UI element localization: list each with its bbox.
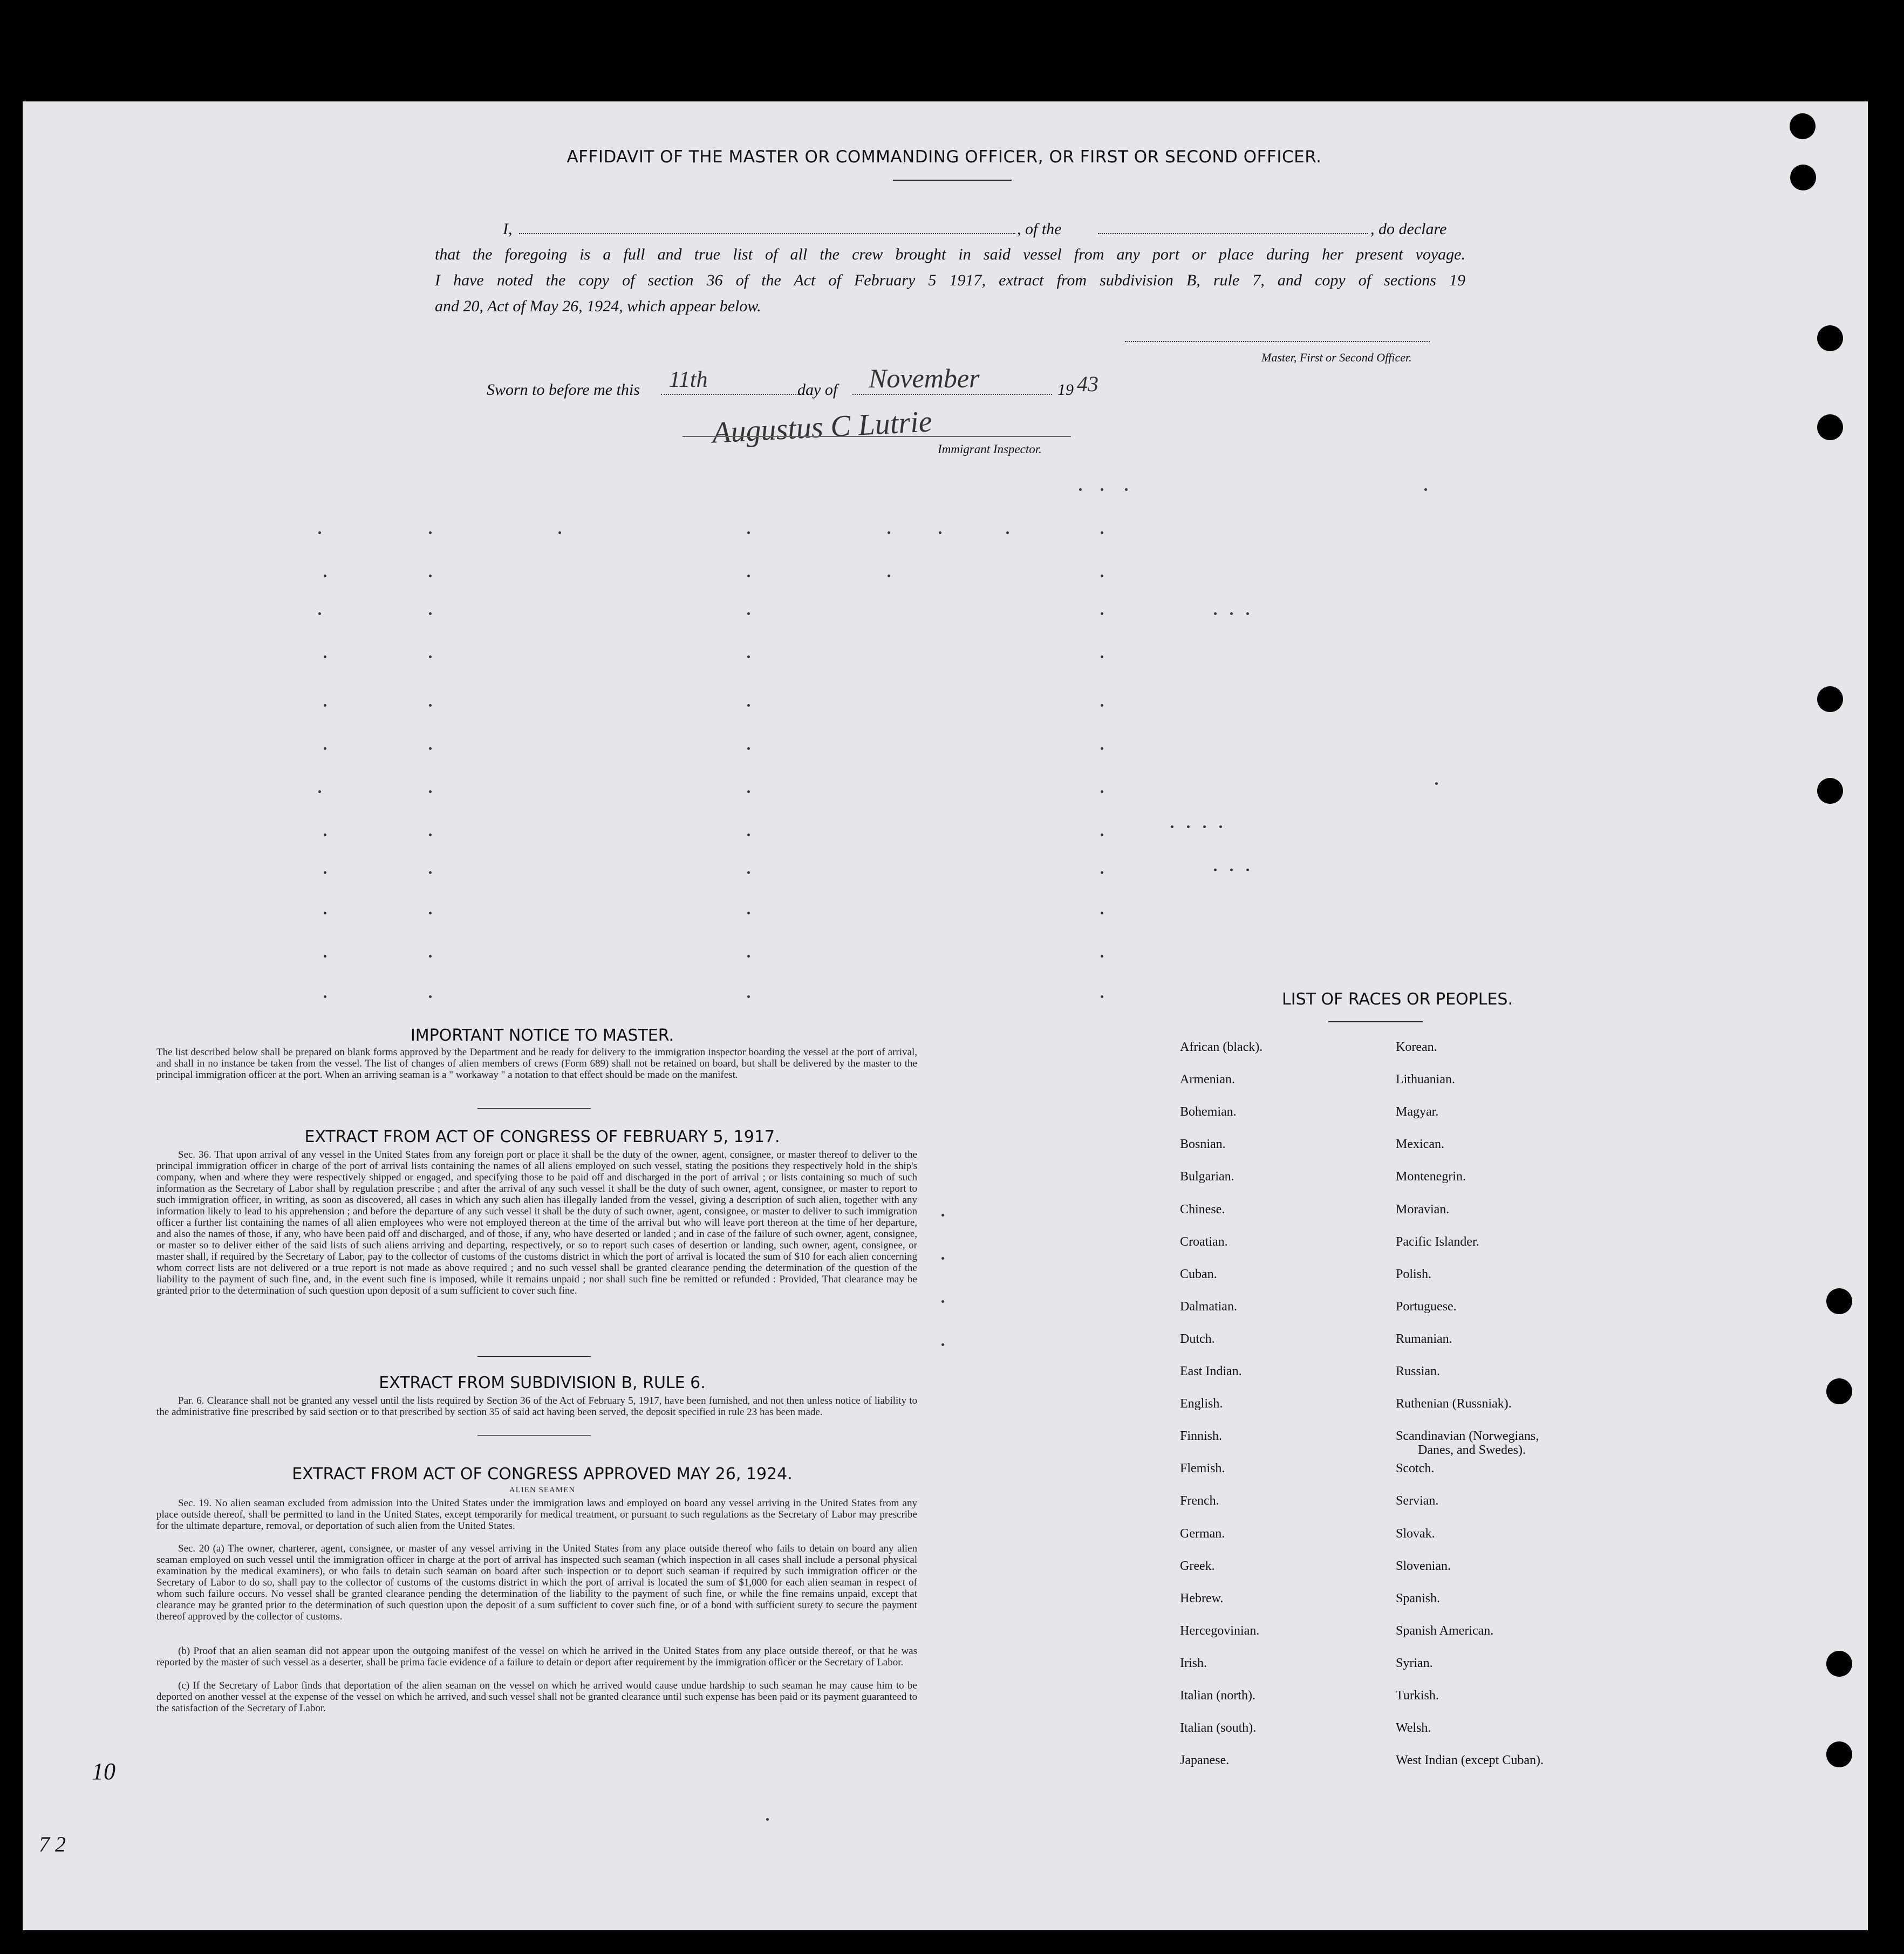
scan-dot [941,1214,944,1217]
scan-dot [324,955,326,958]
race-left-item: Armenian. [1180,1072,1235,1087]
scan-dot [747,655,750,658]
race-right-item: Montenegrin. [1396,1170,1466,1184]
scan-dot [1101,747,1103,750]
scan-dot [429,704,432,707]
year-handwritten: 43 [1077,372,1098,396]
race-left-item: African (black). [1180,1040,1263,1054]
scan-dot [429,995,432,998]
scan-dot [941,1343,944,1346]
scan-dot [324,912,326,914]
race-left-item: Chinese. [1180,1202,1225,1217]
scan-dot [429,612,432,615]
race-left-item: Finnish. [1180,1429,1223,1444]
sworn-day-blank [661,394,799,395]
race-left-item: Greek. [1180,1559,1215,1573]
master-signature-blank [1125,341,1430,342]
notice-rule [477,1108,591,1109]
scan-dot [1101,955,1103,958]
race-right-item: Scotch. [1396,1461,1435,1476]
inspector-signature: Augustus C Lutrie [711,405,933,450]
race-right-item: Welsh. [1396,1721,1431,1736]
scan-dot [429,575,432,577]
scan-dot [1246,869,1249,871]
race-left-item: Dalmatian. [1180,1299,1237,1314]
race-right-item: Slovenian. [1396,1559,1451,1573]
race-left-item: Dutch. [1180,1331,1215,1346]
scan-dot [747,955,750,958]
scan-dot [888,531,890,534]
subdivision-body: Par. 6. Clearance shall not be granted any vessel until the lists required by Section 36 of the Act of February 5, 1917, have been furnished, and not then unless notice of liability to the administrative fine prescribed by said section or to that prescribed by section 35 of said act having been served, the deposit specified in rule 23 has been made. [156,1395,917,1418]
race-right-item: Polish. [1396,1267,1432,1281]
affidavit-line-2: that the foregoing is a full and true list of all the crew brought in said vessel from any port or place during her present voyage. [435,245,1465,263]
scan-dot [939,531,941,534]
punch-hole [1790,113,1816,139]
scan-dot [1101,704,1103,707]
act-1924-title: EXTRACT FROM ACT OF CONGRESS APPROVED MAY 26, 1924. [292,1465,793,1484]
affidavit-line-3: I have noted the copy of section 36 of the Act of February 5 1917, extract from subdivision B, rule 7, and copy of sections 19 [435,271,1465,289]
scan-dot [1171,825,1173,828]
scan-dot [1101,655,1103,658]
race-left-item: Irish. [1180,1656,1207,1670]
scan-dot [888,575,890,577]
punch-hole [1826,1741,1852,1767]
punch-hole [1826,1288,1852,1314]
race-right-item: West Indian (except Cuban). [1396,1753,1544,1768]
race-left-item: Italian (south). [1180,1721,1257,1736]
scan-dot [1101,871,1103,874]
subdivision-title: EXTRACT FROM SUBDIVISION B, RULE 6. [379,1374,706,1392]
scan-dot [324,655,326,658]
month-blank [852,394,1052,395]
scan-dot [747,912,750,914]
race-right-item: Moravian. [1396,1202,1450,1217]
punch-hole [1826,1378,1852,1404]
scan-dot [429,531,432,534]
race-left-item: Hercegovinian. [1180,1623,1260,1638]
sworn-day-handwritten: 11th [669,367,708,392]
scan-dot [324,995,326,998]
race-left-item: Croatian. [1180,1234,1228,1249]
punch-hole [1826,1651,1852,1677]
race-right-item: Syrian. [1396,1656,1433,1670]
scan-dot [941,1300,944,1303]
scan-dot [1101,790,1103,793]
inspector-blank [683,436,1071,437]
race-left-item: Bosnian. [1180,1137,1226,1152]
scan-dot [318,531,321,534]
scan-dot [429,655,432,658]
race-right-item: Scandinavian (Norwegians, [1396,1429,1539,1444]
race-right-item: Ruthenian (Russniak). [1396,1397,1512,1411]
scan-dot [941,1257,944,1260]
affidavit-title: AFFIDAVIT OF THE MASTER OR COMMANDING OFFICER, OR FIRST OR SECOND OFFICER. [567,147,1322,167]
affidavit-line-4: and 20, Act of May 26, 1924, which appear below. [435,297,761,315]
scan-dot [1101,995,1103,998]
race-right-item: Korean. [1396,1040,1437,1054]
month-handwritten: November [869,363,980,393]
vessel-blank [1098,233,1368,234]
scan-dot [1101,575,1103,577]
margin-mark-left: 10 [92,1758,115,1785]
race-left-item: English. [1180,1397,1223,1411]
scan-dot [324,747,326,750]
scan-dot [1006,531,1009,534]
punch-hole [1817,414,1843,440]
race-right-item: Russian. [1396,1364,1441,1378]
race-right-item: Lithuanian. [1396,1072,1455,1087]
subdivision-rule [477,1435,591,1436]
scan-dot [318,612,321,615]
race-left-item: Flemish. [1180,1461,1225,1476]
scan-dot [1246,612,1249,615]
race-right-item: Servian. [1396,1494,1439,1508]
race-left-item: Hebrew. [1180,1591,1224,1605]
race-left-item: French. [1180,1494,1219,1508]
sworn-prefix: Sworn to before me this [487,381,640,399]
punch-hole [1817,686,1843,712]
act-1924-sec20c: (c) If the Secretary of Labor finds that deportation of the alien seaman on the vessel on which he arrived would cause undue hardship to such seaman he may cause him to be deported on another vessel at the expense of the vessel on which he arrived, and such vessel shall not be granted clearance until such expense has been paid or its payment guaranteed to the satisfaction of the Secretary of Labor. [156,1680,917,1714]
race-right-item: Rumanian. [1396,1331,1452,1346]
scan-dot [747,575,750,577]
scan-dot [747,531,750,534]
day-of-label: day of [797,381,838,399]
race-right-item: Slovak. [1396,1526,1435,1541]
scan-dot [1079,488,1082,491]
races-rule [1328,1021,1423,1022]
race-right-item: Magyar. [1396,1105,1439,1119]
race-left-item: Bohemian. [1180,1105,1237,1119]
margin-mark-bottom: 7 2 [39,1832,66,1856]
scan-dot [1424,488,1427,491]
scan-dot [1125,488,1128,491]
race-right-item: Spanish American. [1396,1623,1494,1638]
scan-dot [429,747,432,750]
scan-dot [429,833,432,836]
race-left-item: East Indian. [1180,1364,1242,1378]
scan-dot [1214,612,1217,615]
act-1917-title: EXTRACT FROM ACT OF CONGRESS OF FEBRUARY 5, 1917. [304,1128,780,1146]
race-left-item: Italian (north). [1180,1689,1255,1703]
punch-hole [1817,778,1843,804]
scan-dot [747,612,750,615]
act-1924-sec19: Sec. 19. No alien seaman excluded from admission into the United States under the immigration laws and employed on board any vessel arriving in the United States from any place outside thereof, shall be permitted to land in the United States, except temporarily for medical treatment, or pursuant to such regulations as the Secretary of Labor may prescribe for the ultimate departure, removal, or deportation of such alien from the United States. [156,1498,917,1532]
scan-dot [429,912,432,914]
year-prefix: 19 [1057,381,1074,399]
scan-dot [1435,782,1438,785]
race-right-item: Turkish. [1396,1689,1439,1703]
scan-dot [747,790,750,793]
scan-dot [1219,825,1222,828]
scan-dot [429,871,432,874]
notice-title: IMPORTANT NOTICE TO MASTER. [410,1026,674,1045]
scan-dot [1101,488,1103,491]
act-1917-body: Sec. 36. That upon arrival of any vessel in the United States from any foreign port or place it shall be the duty of the owner, agent, consignee, or master thereof to deliver to the principal immigration officer in charge of the port of arrival lists containing the names of all aliens employed on such vessel, stating the positions they respectively hold in the ship's company, when and where they were respectively shipped or engaged, and specifying those to be paid off and discharged in the port of arrival ; or lists containing so much of such information as the Secretary of Labor shall by regulation prescribe ; and after the arrival of any such vessel it shall be the duty of such owner, agent, consignee, or master to report to such immigration officer, in writing, as soon as discovered, all cases in which any such alien has illegally landed from the vessel, giving a description of such alien, together with any information likely to lead to his apprehension ; and before the departure of any such vessel it shall be the duty of such owner, agent, consignee, or master to deliver to such immigration officer a further list containing the names of all alien employees who were not employed thereon at the time of the arrival but who will leave port thereon at the time of her departure, and also the names of those, if any, who have been paid off and discharged, and of those, if any, who have deserted or landed ; and in case of the failure of such owner, agent, consignee, or master so to deliver either of the said lists of such aliens arriving and departing, respectively, or so to report such cases of desertion or landing, such owner, agent, consignee, or master shall, if required by the Secretary of Labor, pay to the collector of customs of the customs district in which the port of arrival is located the sum of $10 for each alien concerning whom correct lists are not delivered or a true report is not made as above required ; and no such vessel shall be granted clearance pending the determination of the question of the liability to the payment of such fine, and, in the event such fine is imposed, while it remains unpaid ; nor shall such fine be remitted or refunded : Provided, That clearance may be granted prior to the determination of such question upon deposit of a sum sufficient to cover such fine. [156,1149,917,1296]
scan-dot [324,833,326,836]
scan-dot [1230,869,1233,871]
scan-dot [1101,912,1103,914]
master-caption: Master, First or Second Officer. [1261,351,1412,364]
scan-dot [1230,612,1233,615]
race-right-item: Pacific Islander. [1396,1234,1479,1249]
scan-dot [429,955,432,958]
scan-dot [747,833,750,836]
scan-dot [1187,825,1190,828]
affidavit-do-declare: , do declare [1370,220,1447,238]
scan-dot [429,790,432,793]
race-right-item: Mexican. [1396,1137,1444,1152]
scan-dot [747,747,750,750]
scan-dot [558,531,561,534]
race-scandinavian-continuation: Danes, and Swedes). [1418,1443,1526,1457]
scan-dot [1101,833,1103,836]
race-right-item: Portuguese. [1396,1299,1457,1314]
scan-dot [1101,612,1103,615]
scan-dot [1101,531,1103,534]
races-title: LIST OF RACES OR PEOPLES. [1282,990,1513,1009]
act-1924-sec20a: Sec. 20 (a) The owner, charterer, agent, consignee, or master of any vessel arriving in the United States from any place outside thereof who fails to detain on board any alien seaman employed on such vessel until the immigration officer in charge at the port of arrival has inspected such seaman (which inspection in all cases shall include a personal physical examination by the medical examiners), or who fails to detain such seaman on board after such inspection or to deport such seaman if required by such immigration officer or the Secretary of Labor to do so, shall pay to the collector of customs of the customs district in which the port of arrival is located the sum of $1,000 for each alien seaman in respect of whom such failure occurs. No vessel shall be granted clearance pending the determination of the liability to the payment of such fine, or while the fine remains unpaid, except that clearance may be granted prior to the determination of such question upon the deposit of a sum sufficient to cover such fine, or of a bond with sufficient surety to secure the payment thereof approved by the collector of customs. [156,1543,917,1622]
scan-dot [766,1818,769,1821]
scan-dot [747,871,750,874]
race-left-item: German. [1180,1526,1225,1541]
scan-dot [747,704,750,707]
race-left-item: Japanese. [1180,1753,1230,1768]
affidavit-of-the: , of the [1017,220,1062,238]
act-1924-sec20b: (b) Proof that an alien seaman did not appear upon the outgoing manifest of the vessel on which he arrived in the United States from any place outside thereof, or that he was reported by the master of such vessel as a deserter, shall be prima facie evidence of a failure to detain or deport after requirement by the immigration officer or the Secretary of Labor. [156,1645,917,1668]
title-rule [893,180,1012,181]
act-1924-subtitle: ALIEN SEAMEN [509,1486,576,1494]
punch-hole [1790,165,1816,190]
scan-dot [324,575,326,577]
scan-dot [747,995,750,998]
affidavit-i-label: I, [503,220,513,238]
act-1917-rule [477,1356,591,1357]
race-left-item: Cuban. [1180,1267,1217,1281]
name-blank [519,233,1015,234]
race-right-item: Spanish. [1396,1591,1441,1605]
notice-body: The list described below shall be prepared on blank forms approved by the Department and be ready for delivery to the immigration inspector boarding the vessel at the port of arrival, and shall in no instance be taken from the vessel. The list of changes of alien members of crews (Form 689) shall not be retained on board, but shall be delivered by the master to the principal immigration officer at the port. When an arriving seaman is a " workaway " a notation to that effect should be made on the manifest. [156,1047,917,1081]
scan-dot [1214,869,1217,871]
punch-hole [1817,325,1843,351]
inspector-caption: Immigrant Inspector. [938,442,1042,456]
scan-dot [324,871,326,874]
scan-dot [318,790,321,793]
race-left-item: Bulgarian. [1180,1170,1234,1184]
scan-dot [324,704,326,707]
scan-dot [1203,825,1206,828]
